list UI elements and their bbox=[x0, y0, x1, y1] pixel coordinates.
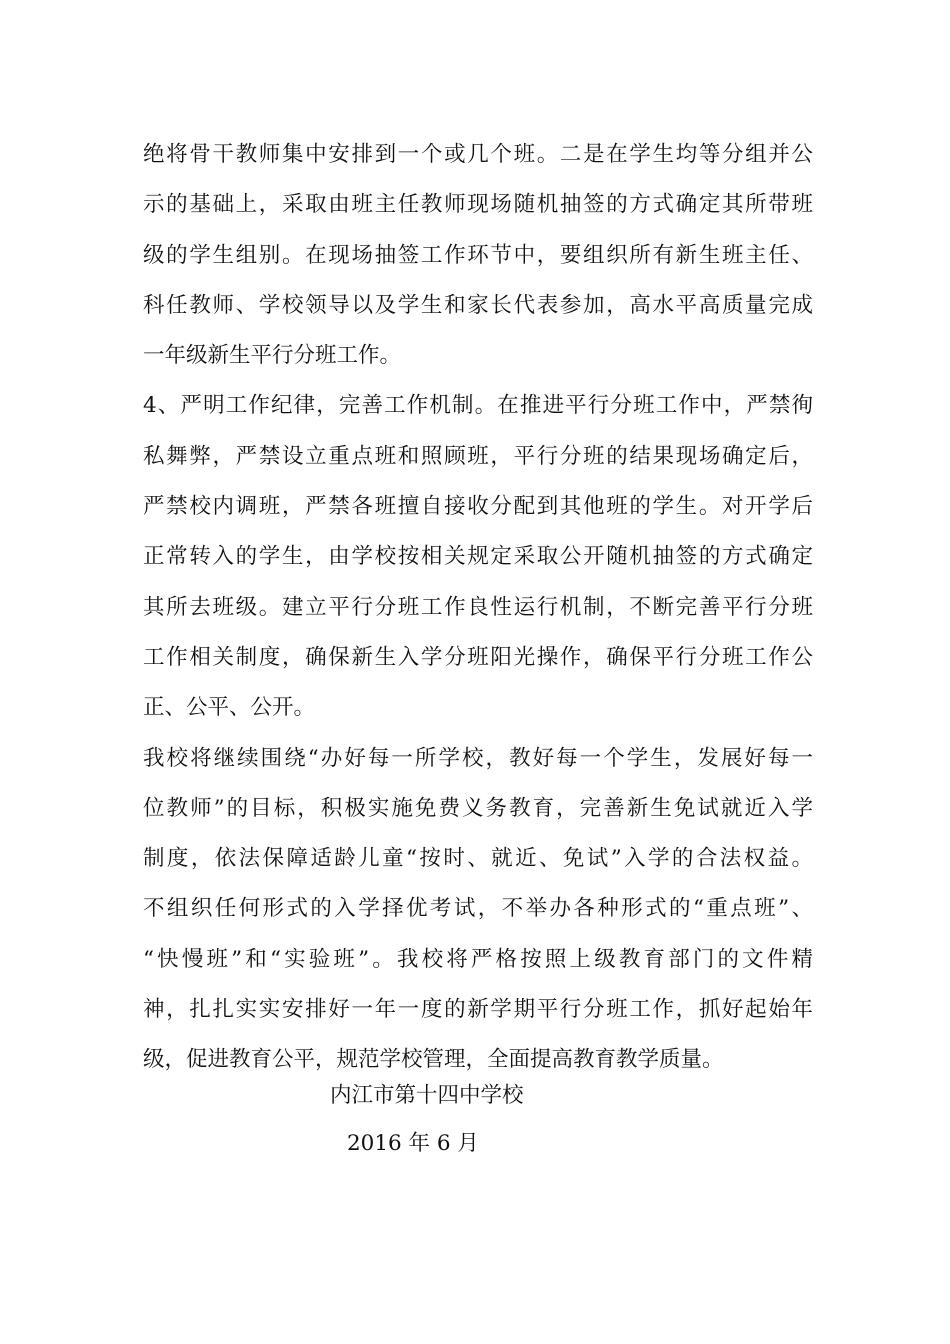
text-line: 科任教师、学校领导以及学生和家长代表参加，高水平高质量完成 bbox=[143, 292, 813, 318]
text-line: 位教师”的目标，积极实施免费义务教育，完善新生免试就近入学 bbox=[143, 795, 813, 821]
text-line: 绝将骨干教师集中安排到一个或几个班。二是在学生均等分组并公 bbox=[143, 142, 813, 167]
text-line: 我校将继续围绕“办好每一所学校，教好每一个学生，发展好每一 bbox=[143, 745, 813, 771]
signature-school-name: 内江市第十四中学校 bbox=[330, 1083, 524, 1108]
text-line: 严禁校内调班，严禁各班擅自接收分配到其他班的学生。对开学后 bbox=[143, 494, 813, 520]
text-line: 制度，依法保障适龄儿童“按时、就近、免试”入学的合法权益。 bbox=[143, 846, 813, 872]
text-line: 私舞弊，严禁设立重点班和照顾班，平行分班的结果现场确定后， bbox=[143, 443, 813, 469]
text-line: 示的基础上，采取由班主任教师现场随机抽签的方式确定其所带班 bbox=[143, 192, 813, 218]
text-line: 级，促进教育公平，规范学校管理，全面提高教育教学质量。 bbox=[143, 1047, 724, 1073]
body-text bbox=[143, 130, 813, 1086]
text-line: 不组织任何形式的入学择优考试，不举办各种形式的“重点班”、 bbox=[143, 896, 813, 922]
text-line: 级的学生组别。在现场抽签工作环节中，要组织所有新生班主任、 bbox=[143, 242, 813, 268]
text-line: 工作相关制度，确保新生入学分班阳光操作，确保平行分班工作公 bbox=[143, 644, 813, 670]
text-line: 其所去班级。建立平行分班工作良性运行机制，不断完善平行分班 bbox=[143, 594, 813, 620]
text-line: 正、公平、公开。 bbox=[143, 695, 316, 721]
signature-date: 2016 年 6 月 bbox=[347, 1131, 479, 1156]
text-line: 正常转入的学生，由学校按相关规定采取公开随机抽签的方式确定 bbox=[143, 544, 813, 570]
text-line: 4、严明工作纪律，完善工作机制。在推进平行分班工作中，严禁徇 bbox=[143, 393, 813, 419]
text-line: “快慢班”和“实验班”。我校将严格按照上级教育部门的文件精 bbox=[143, 946, 813, 972]
text-line: 一年级新生平行分班工作。 bbox=[143, 343, 402, 369]
text-line: 神，扎扎实实安排好一年一度的新学期平行分班工作，抓好起始年 bbox=[143, 997, 813, 1023]
